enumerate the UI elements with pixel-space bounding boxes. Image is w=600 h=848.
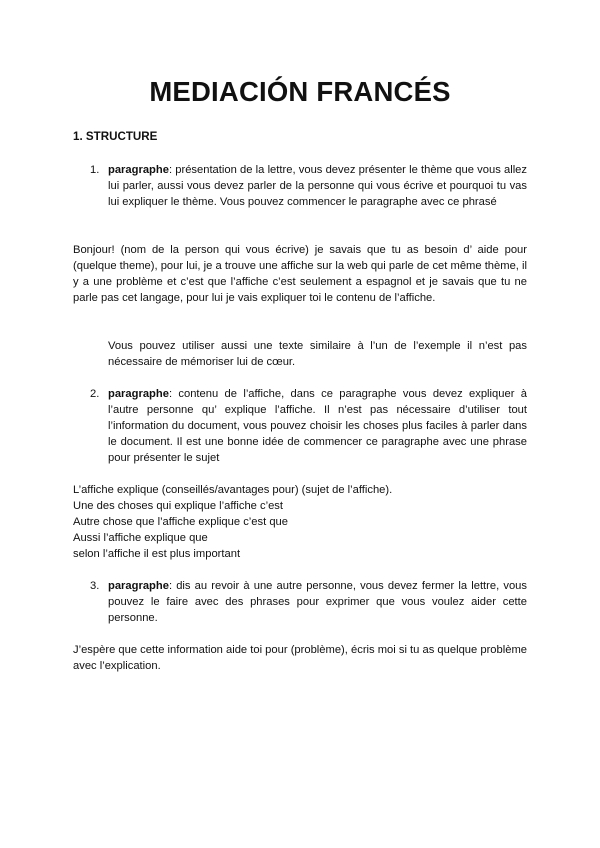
example-phrase: Une des choses qui explique l’affiche c’est	[73, 500, 283, 512]
list-item-2	[90, 386, 527, 466]
list-number-2: 2.	[90, 388, 100, 400]
list-text-1: : présentation de la lettre, vous devez présenter le thème que vous allez lui parler, aussi vous devez parler de la personne qui vous écrive et pourquoi tu vas lui expliquer le thème. Vous pouvez commencer le paragraphe avec ce phrasé	[108, 164, 527, 208]
list-item-3	[90, 578, 527, 626]
list-text-2: : contenu de l’affiche, dans ce paragraphe vous devez expliquer à l’autre personne qu’ explique l’affiche. Il n’est pas nécessaire d’utiliser tout l’information du document, vous pouvez choisir les choses plus faciles à parler dans le document. Il est une bonne idée de commencer ce paragraphe avec une phrase pour présenter le sujet	[108, 388, 527, 464]
list-item-1	[90, 162, 527, 210]
page-title: MEDIACIÓN FRANCÉS	[149, 76, 451, 107]
example-phrase: L’affiche explique (conseillés/avantages pour) (sujet de l’affiche).	[73, 484, 393, 496]
list-term-1: paragraphe	[108, 164, 169, 176]
example-phrases	[73, 482, 527, 562]
example-phrase: Aussi l’affiche explique que	[73, 532, 208, 544]
closing-paragraph: J’espère que cette information aide toi pour (problème), écris moi si tu as quelque problème avec l’explication.	[73, 644, 527, 672]
list-number-3: 3.	[90, 580, 100, 592]
list-term-3: paragraphe	[108, 580, 169, 592]
note-paragraph: Vous pouvez utiliser aussi une texte similaire à l’un de l’exemple il n’est pas nécessaire de mémoriser lui de cœur.	[108, 340, 527, 368]
list-term-2: paragraphe	[108, 388, 169, 400]
example-phrase: selon l’affiche il est plus important	[73, 548, 241, 560]
section-heading: 1. STRUCTURE	[73, 130, 158, 143]
example-paragraph-intro: Bonjour! (nom de la person qui vous écrive) je savais que tu as besoin d’ aide pour (quelque theme), pour lui, je a trouve une affiche sur la web qui parle de cet même thème, il y a une problème et c’est que l’affiche c’est seulement a espagnol et je savais que tu ne parle pas cet langage, pour lui je vais expliquer toi le contenu de l’affiche.	[73, 244, 527, 304]
list-number-1: 1.	[90, 164, 100, 176]
example-phrase: Autre chose que l’affiche explique c’est que	[73, 516, 288, 528]
list-text-3: : dis au revoir à une autre personne, vous devez fermer la lettre, vous pouvez le faire avec des phrases pour exprimer que vous voulez aider cette personne.	[108, 580, 527, 624]
